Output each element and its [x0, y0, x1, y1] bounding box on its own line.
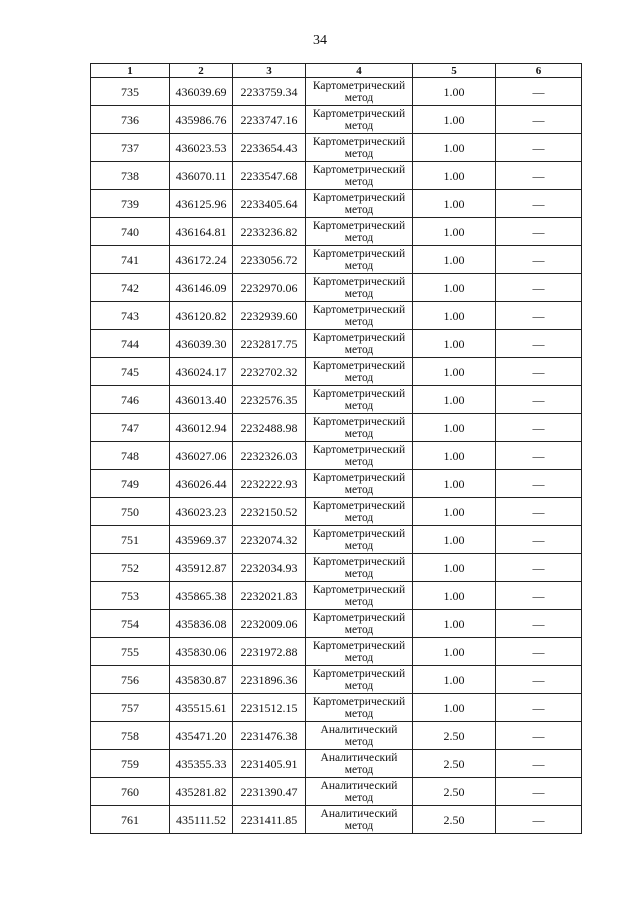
- method-line-2: метод: [344, 679, 374, 692]
- method-cell: [306, 134, 413, 162]
- description-empty: —: [496, 106, 582, 134]
- coord-y: 2233056.72: [233, 246, 306, 274]
- coord-y: 2232488.98: [233, 414, 306, 442]
- coord-x: 436164.81: [170, 218, 233, 246]
- header-col-1: 1: [91, 64, 170, 78]
- description-empty: —: [496, 610, 582, 638]
- accuracy: 1.00: [413, 218, 496, 246]
- method-cell: [306, 498, 413, 526]
- accuracy: 1.00: [413, 666, 496, 694]
- point-number: 759: [91, 750, 170, 778]
- table-row: [91, 358, 582, 386]
- table-row: [91, 442, 582, 470]
- method-cell: [306, 162, 413, 190]
- method-line-2: метод: [344, 343, 374, 356]
- coord-y: 2233759.34: [233, 78, 306, 106]
- method-line-1: Картометрический: [312, 443, 406, 456]
- coord-y: 2232021.83: [233, 582, 306, 610]
- table-row: [91, 386, 582, 414]
- method-line-2: метод: [344, 91, 374, 104]
- table-row: [91, 638, 582, 666]
- method-line-2: метод: [344, 427, 374, 440]
- description-empty: —: [496, 778, 582, 806]
- coord-y: 2233747.16: [233, 106, 306, 134]
- method-line-2: метод: [344, 595, 374, 608]
- point-number: 737: [91, 134, 170, 162]
- coord-x: 436012.94: [170, 414, 233, 442]
- coord-y: 2233547.68: [233, 162, 306, 190]
- description-empty: —: [496, 414, 582, 442]
- method-line-1: Картометрический: [312, 107, 406, 120]
- table-row: [91, 694, 582, 722]
- accuracy: 1.00: [413, 162, 496, 190]
- page-number: 34: [313, 33, 327, 48]
- table-body: [91, 78, 582, 834]
- table-header: [91, 64, 582, 78]
- coord-x: 436125.96: [170, 190, 233, 218]
- method-cell: [306, 694, 413, 722]
- description-empty: —: [496, 806, 582, 834]
- description-empty: —: [496, 470, 582, 498]
- accuracy: 1.00: [413, 134, 496, 162]
- coord-x: 435836.08: [170, 610, 233, 638]
- coordinates-table: [90, 63, 582, 834]
- coord-y: 2232817.75: [233, 330, 306, 358]
- coord-x: 435912.87: [170, 554, 233, 582]
- method-line-2: метод: [344, 511, 374, 524]
- method-line-1: Аналитический: [320, 751, 398, 764]
- header-col-4: 4: [306, 64, 413, 78]
- method-line-1: Картометрический: [312, 247, 406, 260]
- accuracy: 1.00: [413, 470, 496, 498]
- coord-x: 436039.69: [170, 78, 233, 106]
- description-empty: —: [496, 498, 582, 526]
- coord-x: 435111.52: [170, 806, 233, 834]
- coord-x: 436027.06: [170, 442, 233, 470]
- coord-y: 2232970.06: [233, 274, 306, 302]
- table-row: [91, 218, 582, 246]
- method-line-2: метод: [344, 763, 374, 776]
- method-line-1: Аналитический: [320, 807, 398, 820]
- method-cell: [306, 722, 413, 750]
- point-number: 752: [91, 554, 170, 582]
- method-line-2: метод: [344, 287, 374, 300]
- point-number: 743: [91, 302, 170, 330]
- point-number: 736: [91, 106, 170, 134]
- point-number: 757: [91, 694, 170, 722]
- description-empty: —: [496, 386, 582, 414]
- method-line-2: метод: [344, 259, 374, 272]
- description-empty: —: [496, 274, 582, 302]
- method-cell: [306, 386, 413, 414]
- method-line-1: Картометрический: [312, 499, 406, 512]
- accuracy: 1.00: [413, 442, 496, 470]
- description-empty: —: [496, 722, 582, 750]
- table-row: [91, 162, 582, 190]
- coord-y: 2231405.91: [233, 750, 306, 778]
- table-row: [91, 134, 582, 162]
- method-cell: [306, 358, 413, 386]
- point-number: 745: [91, 358, 170, 386]
- description-empty: —: [496, 330, 582, 358]
- table-row: [91, 750, 582, 778]
- coord-y: 2233236.82: [233, 218, 306, 246]
- coord-y: 2232009.06: [233, 610, 306, 638]
- method-line-2: метод: [344, 371, 374, 384]
- accuracy: 1.00: [413, 554, 496, 582]
- coord-x: 436172.24: [170, 246, 233, 274]
- header-col-6: 6: [496, 64, 582, 78]
- coord-y: 2231390.47: [233, 778, 306, 806]
- accuracy: 1.00: [413, 330, 496, 358]
- description-empty: —: [496, 218, 582, 246]
- coord-x: 436023.53: [170, 134, 233, 162]
- accuracy: 1.00: [413, 526, 496, 554]
- coord-y: 2232222.93: [233, 470, 306, 498]
- description-empty: —: [496, 134, 582, 162]
- table-row: [91, 498, 582, 526]
- description-empty: —: [496, 666, 582, 694]
- accuracy: 1.00: [413, 638, 496, 666]
- coord-x: 436070.11: [170, 162, 233, 190]
- accuracy: 1.00: [413, 358, 496, 386]
- accuracy: 2.50: [413, 778, 496, 806]
- method-line-1: Картометрический: [312, 191, 406, 204]
- coord-y: 2231972.88: [233, 638, 306, 666]
- method-line-1: Картометрический: [312, 219, 406, 232]
- accuracy: 2.50: [413, 750, 496, 778]
- description-empty: —: [496, 442, 582, 470]
- method-line-1: Картометрический: [312, 639, 406, 652]
- description-empty: —: [496, 162, 582, 190]
- coord-x: 436013.40: [170, 386, 233, 414]
- coord-x: 436039.30: [170, 330, 233, 358]
- method-cell: [306, 190, 413, 218]
- point-number: 756: [91, 666, 170, 694]
- point-number: 742: [91, 274, 170, 302]
- method-line-1: Картометрический: [312, 611, 406, 624]
- table-row: [91, 554, 582, 582]
- coord-y: 2232150.52: [233, 498, 306, 526]
- point-number: 739: [91, 190, 170, 218]
- method-line-1: Картометрический: [312, 359, 406, 372]
- method-cell: [306, 610, 413, 638]
- coord-x: 435830.06: [170, 638, 233, 666]
- table-row: [91, 806, 582, 834]
- method-line-1: Картометрический: [312, 331, 406, 344]
- description-empty: —: [496, 302, 582, 330]
- method-line-1: Картометрический: [312, 79, 406, 92]
- point-number: 741: [91, 246, 170, 274]
- method-line-2: метод: [344, 707, 374, 720]
- table-row: [91, 470, 582, 498]
- table-row: [91, 274, 582, 302]
- method-cell: [306, 638, 413, 666]
- point-number: 735: [91, 78, 170, 106]
- point-number: 738: [91, 162, 170, 190]
- method-cell: [306, 414, 413, 442]
- table-row: [91, 526, 582, 554]
- method-line-2: метод: [344, 539, 374, 552]
- description-empty: —: [496, 526, 582, 554]
- method-line-2: метод: [344, 651, 374, 664]
- coord-y: 2231896.36: [233, 666, 306, 694]
- table-row: [91, 330, 582, 358]
- coord-x: 435355.33: [170, 750, 233, 778]
- table-row: [91, 78, 582, 106]
- coord-y: 2231411.85: [233, 806, 306, 834]
- point-number: 753: [91, 582, 170, 610]
- method-line-1: Картометрический: [312, 135, 406, 148]
- method-line-1: Картометрический: [312, 415, 406, 428]
- description-empty: —: [496, 638, 582, 666]
- method-line-2: метод: [344, 483, 374, 496]
- point-number: 758: [91, 722, 170, 750]
- coord-x: 435471.20: [170, 722, 233, 750]
- method-cell: [306, 330, 413, 358]
- description-empty: —: [496, 246, 582, 274]
- accuracy: 1.00: [413, 274, 496, 302]
- coord-y: 2232939.60: [233, 302, 306, 330]
- method-line-1: Картометрический: [312, 387, 406, 400]
- header-col-2: 2: [170, 64, 233, 78]
- coord-x: 436023.23: [170, 498, 233, 526]
- accuracy: 1.00: [413, 694, 496, 722]
- method-cell: [306, 666, 413, 694]
- accuracy: 1.00: [413, 498, 496, 526]
- method-line-2: метод: [344, 315, 374, 328]
- method-line-1: Аналитический: [320, 723, 398, 736]
- accuracy: 2.50: [413, 806, 496, 834]
- method-cell: [306, 470, 413, 498]
- method-line-2: метод: [344, 399, 374, 412]
- coord-y: 2231476.38: [233, 722, 306, 750]
- point-number: 760: [91, 778, 170, 806]
- method-line-2: метод: [344, 567, 374, 580]
- description-empty: —: [496, 750, 582, 778]
- table-row: [91, 610, 582, 638]
- point-number: 755: [91, 638, 170, 666]
- method-line-1: Картометрический: [312, 275, 406, 288]
- method-cell: [306, 78, 413, 106]
- method-line-1: Картометрический: [312, 303, 406, 316]
- method-line-2: метод: [344, 231, 374, 244]
- coord-x: 436146.09: [170, 274, 233, 302]
- point-number: 746: [91, 386, 170, 414]
- table-row: [91, 722, 582, 750]
- table-row: [91, 778, 582, 806]
- coord-y: 2232074.32: [233, 526, 306, 554]
- accuracy: 2.50: [413, 722, 496, 750]
- method-line-1: Картометрический: [312, 667, 406, 680]
- accuracy: 1.00: [413, 386, 496, 414]
- coord-y: 2232702.32: [233, 358, 306, 386]
- method-cell: [306, 218, 413, 246]
- coord-x: 435986.76: [170, 106, 233, 134]
- method-line-1: Аналитический: [320, 779, 398, 792]
- method-line-1: Картометрический: [312, 471, 406, 484]
- coord-y: 2232576.35: [233, 386, 306, 414]
- method-line-2: метод: [344, 175, 374, 188]
- method-line-2: метод: [344, 819, 374, 832]
- coord-y: 2232034.93: [233, 554, 306, 582]
- coord-x: 436120.82: [170, 302, 233, 330]
- method-cell: [306, 806, 413, 834]
- point-number: 744: [91, 330, 170, 358]
- method-cell: [306, 246, 413, 274]
- coord-y: 2232326.03: [233, 442, 306, 470]
- point-number: 747: [91, 414, 170, 442]
- coord-y: 2231512.15: [233, 694, 306, 722]
- accuracy: 1.00: [413, 582, 496, 610]
- method-line-2: метод: [344, 203, 374, 216]
- description-empty: —: [496, 78, 582, 106]
- description-empty: —: [496, 554, 582, 582]
- table-row: [91, 106, 582, 134]
- method-line-1: Картометрический: [312, 163, 406, 176]
- method-line-1: Картометрический: [312, 527, 406, 540]
- point-number: 761: [91, 806, 170, 834]
- point-number: 749: [91, 470, 170, 498]
- method-cell: [306, 106, 413, 134]
- coord-x: 435515.61: [170, 694, 233, 722]
- table-row: [91, 414, 582, 442]
- accuracy: 1.00: [413, 106, 496, 134]
- table-row: [91, 582, 582, 610]
- method-line-1: Картометрический: [312, 695, 406, 708]
- coord-x: 436024.17: [170, 358, 233, 386]
- coord-x: 436026.44: [170, 470, 233, 498]
- coord-y: 2233654.43: [233, 134, 306, 162]
- table-row: [91, 666, 582, 694]
- point-number: 751: [91, 526, 170, 554]
- method-line-2: метод: [344, 735, 374, 748]
- point-number: 740: [91, 218, 170, 246]
- header-col-5: 5: [413, 64, 496, 78]
- point-number: 750: [91, 498, 170, 526]
- method-line-2: метод: [344, 623, 374, 636]
- table-row: [91, 246, 582, 274]
- coord-y: 2233405.64: [233, 190, 306, 218]
- method-cell: [306, 442, 413, 470]
- coord-x: 435969.37: [170, 526, 233, 554]
- header-col-3: 3: [233, 64, 306, 78]
- table-row: [91, 190, 582, 218]
- header-row: [91, 64, 582, 78]
- description-empty: —: [496, 358, 582, 386]
- description-empty: —: [496, 694, 582, 722]
- accuracy: 1.00: [413, 610, 496, 638]
- table-row: [91, 302, 582, 330]
- method-line-2: метод: [344, 455, 374, 468]
- method-cell: [306, 302, 413, 330]
- method-line-2: метод: [344, 791, 374, 804]
- method-line-1: Картометрический: [312, 583, 406, 596]
- point-number: 754: [91, 610, 170, 638]
- method-line-1: Картометрический: [312, 555, 406, 568]
- method-line-2: метод: [344, 147, 374, 160]
- method-line-2: метод: [344, 119, 374, 132]
- accuracy: 1.00: [413, 190, 496, 218]
- coord-x: 435830.87: [170, 666, 233, 694]
- accuracy: 1.00: [413, 246, 496, 274]
- coord-x: 435281.82: [170, 778, 233, 806]
- method-cell: [306, 274, 413, 302]
- description-empty: —: [496, 582, 582, 610]
- method-cell: [306, 526, 413, 554]
- method-cell: [306, 582, 413, 610]
- accuracy: 1.00: [413, 302, 496, 330]
- coord-x: 435865.38: [170, 582, 233, 610]
- accuracy: 1.00: [413, 78, 496, 106]
- method-cell: [306, 554, 413, 582]
- point-number: 748: [91, 442, 170, 470]
- method-cell: [306, 750, 413, 778]
- method-cell: [306, 778, 413, 806]
- accuracy: 1.00: [413, 414, 496, 442]
- description-empty: —: [496, 190, 582, 218]
